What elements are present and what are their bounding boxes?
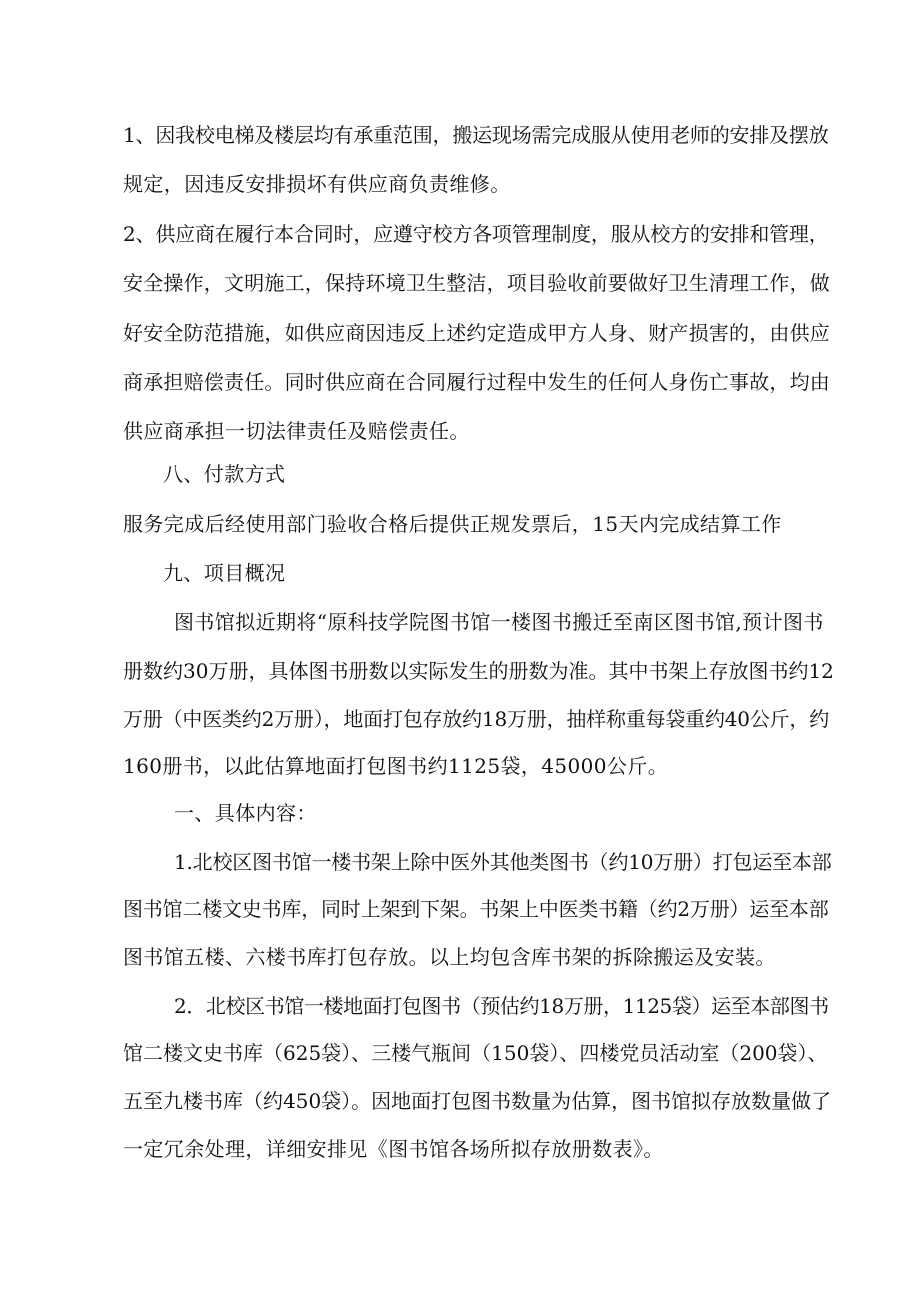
text-line: 馆二楼文史书库（625袋）、三楼气瓶间（150袋）、四楼党员活动室（200袋）、 — [123, 1041, 828, 1065]
text-line: 2、供应商在履行本合同时，应遵守校方各项管理制度，服从校方的安排和管理， — [123, 222, 829, 246]
text-line: 1.北校区图书馆一楼书架上除中医外其他类图书（约10万册）打包运至本部 — [174, 850, 832, 874]
section-heading: 九、项目概况 — [163, 561, 286, 585]
section-heading: 八、付款方式 — [163, 462, 286, 486]
section-heading: 一、具体内容： — [174, 801, 317, 825]
text-line: 图书馆拟近期将“原科技学院图书馆一楼图书搬迁至南区图书馆,预计图书 — [174, 610, 824, 634]
text-line: 商承担赔偿责任。同时供应商在合同履行过程中发生的任何人身伤亡事故，均由 — [123, 370, 830, 394]
text-line: 一定冗余处理，详细安排见《图书馆各场所拟存放册数表》。 — [123, 1137, 664, 1161]
text-line: 服务完成后经使用部门验收合格后提供正规发票后，15天内完成结算工作 — [123, 512, 782, 536]
text-line: 2．北校区书馆一楼地面打包图书（预估约18万册，1125袋）运至本部图书 — [174, 994, 829, 1018]
text-line: 好安全防范措施，如供应商因违反上述约定造成甲方人身、财产损害的，由供应 — [123, 321, 830, 345]
text-line: 图书馆二楼文史书库，同时上架到下架。书架上中医类书籍（约2万册）运至本部 — [123, 897, 829, 921]
text-line: 供应商承担一切法律责任及赔偿责任。 — [123, 419, 470, 443]
text-line: 1、因我校电梯及楼层均有承重范围，搬运现场需完成服从使用老师的安排及摆放 — [123, 123, 829, 147]
text-line: 册数约30万册，具体图书册数以实际发生的册数为准。其中书架上存放图书约12 — [123, 659, 834, 683]
text-line: 五至九楼书库（约450袋）。因地面打包图书数量为估算，图书馆拟存放数量做了 — [123, 1089, 832, 1113]
text-line: 安全操作，文明施工，保持环境卫生整洁，项目验收前要做好卫生清理工作，做 — [123, 271, 830, 295]
text-line: 规定，因违反安排损坏有供应商负责维修。 — [123, 172, 511, 196]
text-line: 图书馆五楼、六楼书库打包存放。以上均包含库书架的拆除搬运及安装。 — [123, 945, 776, 969]
text-line: 万册（中医类约2万册），地面打包存放约18万册，抽样称重每袋重约40公斤，约 — [123, 707, 830, 731]
text-line: 160册书，以此估算地面打包图书约1125袋，45000公斤。 — [123, 754, 669, 778]
